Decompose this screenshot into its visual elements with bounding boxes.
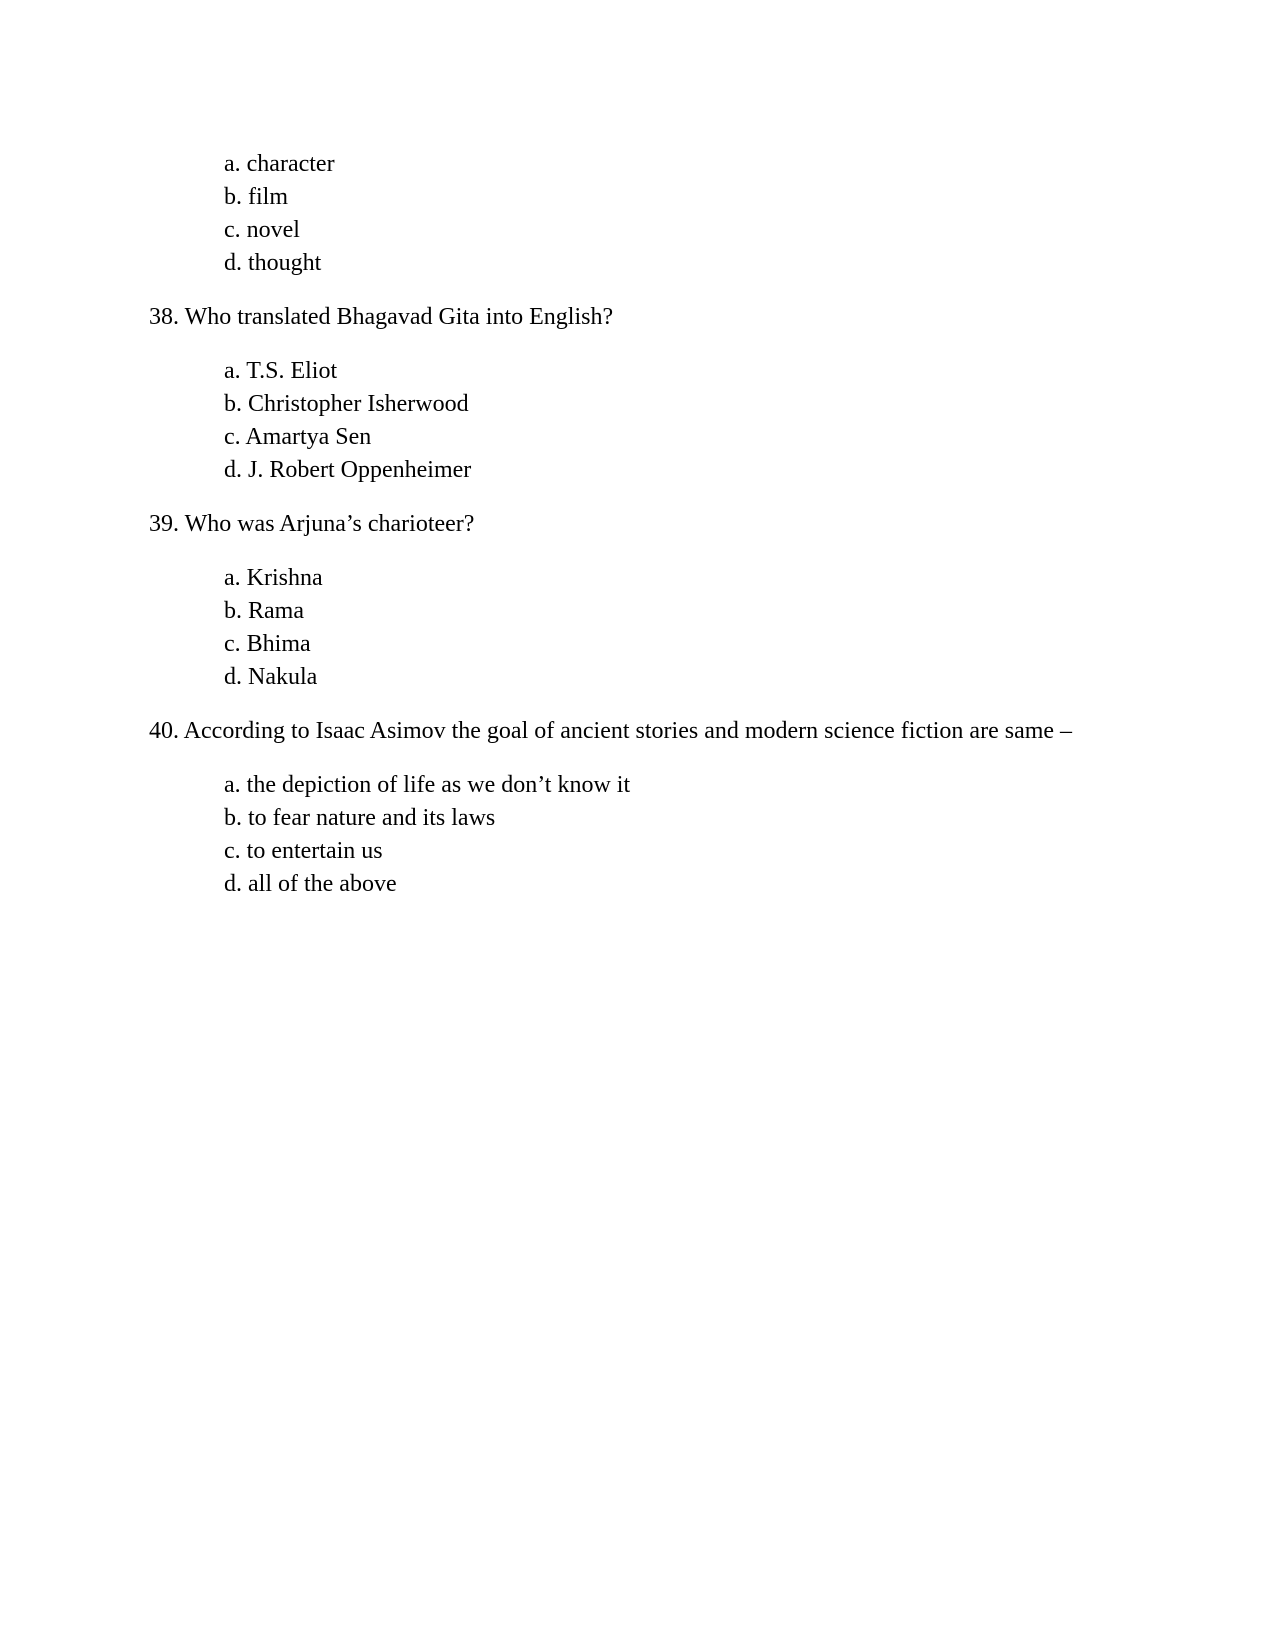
option-d: d. J. Robert Oppenheimer: [224, 457, 472, 483]
option-a: a. character: [224, 151, 335, 177]
option-d: d. Nakula: [224, 664, 318, 690]
option-b: b. Christopher Isherwood: [224, 391, 469, 417]
option-b: b. film: [224, 184, 288, 210]
option-c: c. Bhima: [224, 631, 311, 657]
question-text: 40. According to Isaac Asimov the goal of ancient stories and modern science fiction are same –: [149, 718, 1073, 744]
option-a: a. the depiction of life as we don’t know it: [224, 772, 631, 798]
option-d: d. all of the above: [224, 871, 397, 897]
option-b: b. to fear nature and its laws: [224, 805, 496, 831]
option-d: d. thought: [224, 250, 322, 276]
option-c: c. Amartya Sen: [224, 424, 372, 450]
question-text: 39. Who was Arjuna’s charioteer?: [149, 511, 475, 537]
option-a: a. T.S. Eliot: [224, 358, 338, 384]
option-a: a. Krishna: [224, 565, 323, 591]
question-text: 38. Who translated Bhagavad Gita into English?: [149, 304, 614, 330]
option-c: c. novel: [224, 217, 300, 243]
option-b: b. Rama: [224, 598, 304, 624]
option-c: c. to entertain us: [224, 838, 383, 864]
